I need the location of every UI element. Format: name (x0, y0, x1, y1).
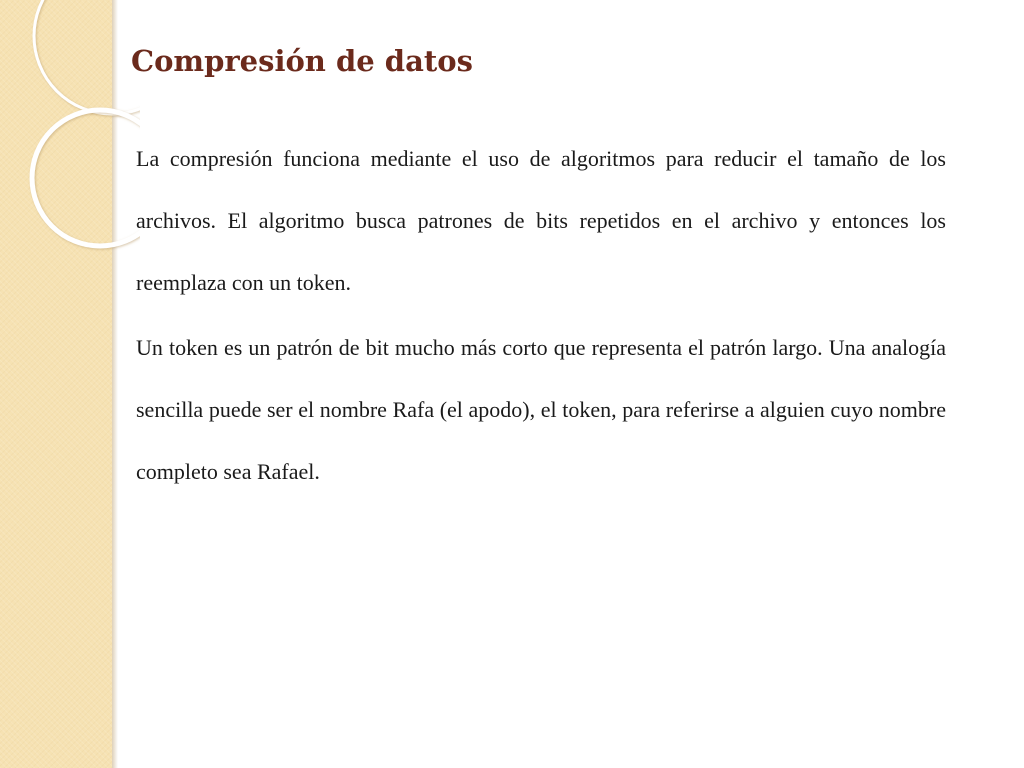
paragraph-compression: La compresión funciona mediante el uso de algoritmos para reducir el tamaño de los archivos. El algoritmo busca patrones de bits repetidos en el archivo y entonces los reemplaza con un token. (136, 146, 946, 295)
small-ring (32, 110, 140, 246)
slide-title: Compresión de datos (131, 44, 473, 78)
large-ring (34, 0, 140, 114)
decorative-rings-icon (0, 0, 140, 260)
paragraph-token: Un token es un patrón de bit mucho más corto que representa el patrón largo. Una analogía sencilla puede ser el nombre Rafa (el apodo), el token, para referirse a alguien cuyo nombre completo sea Rafael. (136, 335, 946, 484)
slide-body (136, 128, 946, 503)
